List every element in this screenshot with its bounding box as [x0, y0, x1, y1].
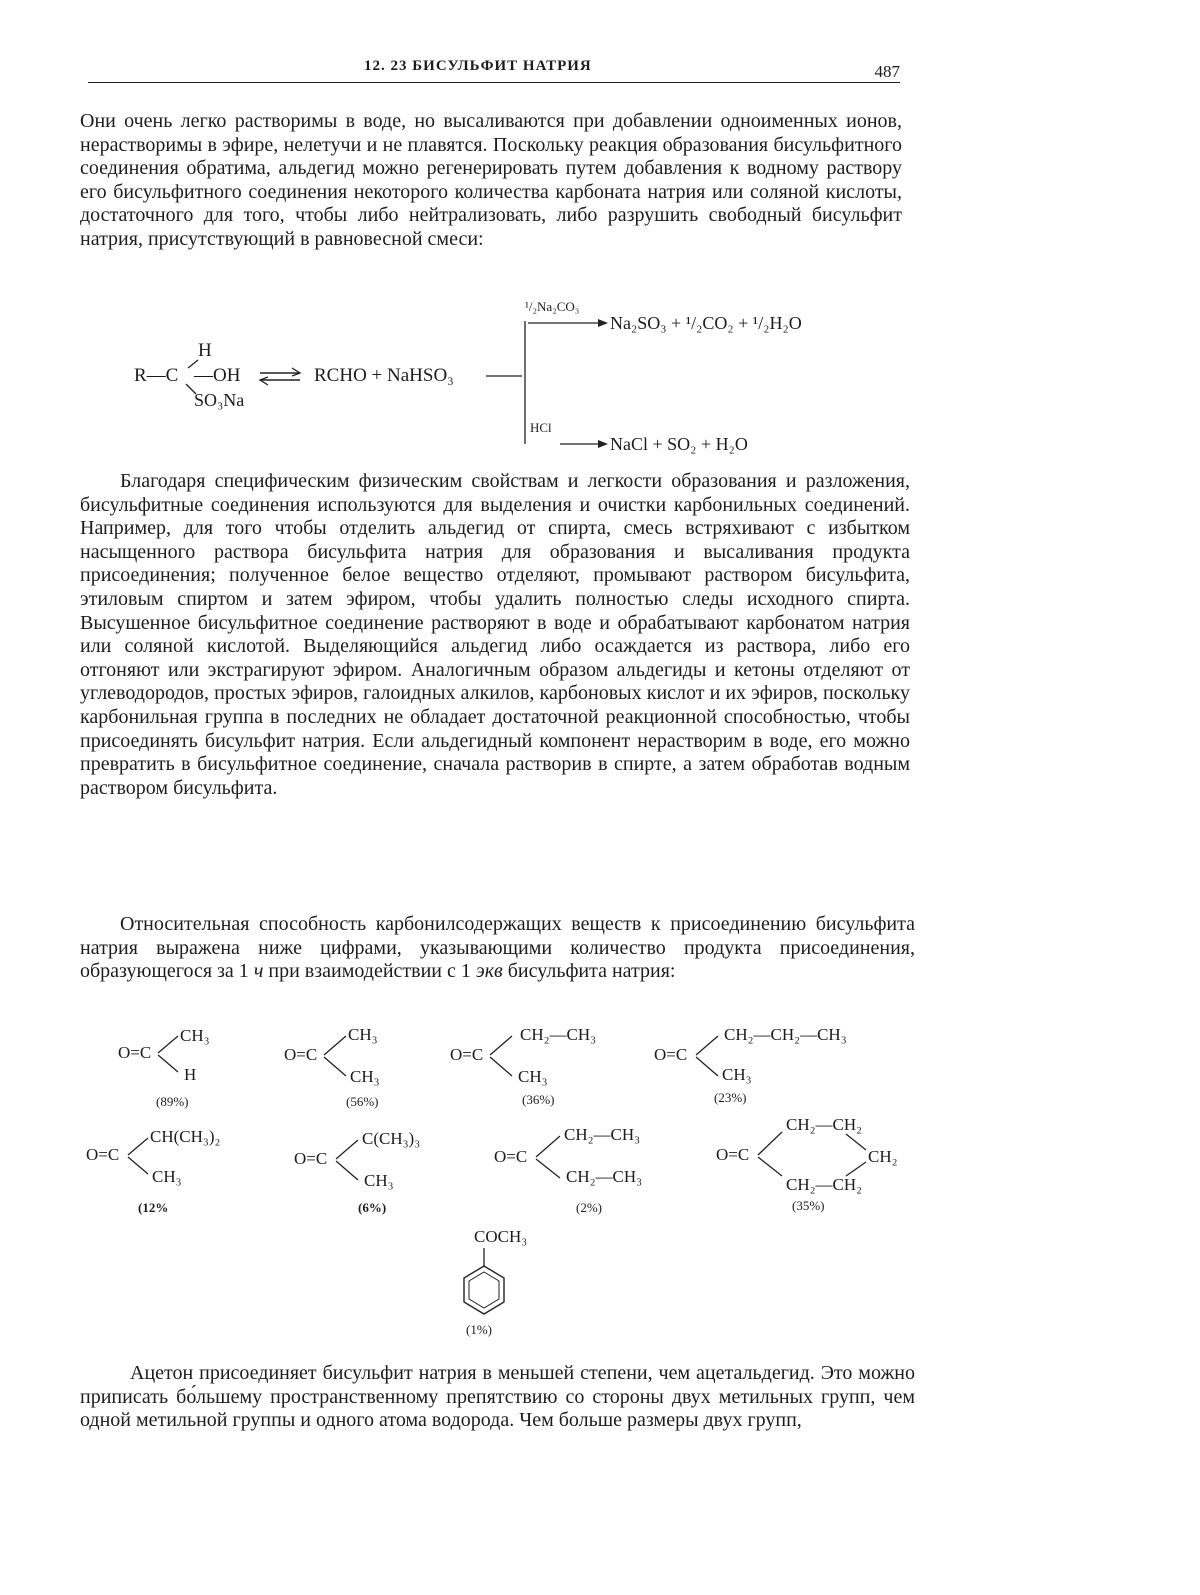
substituent-top: CH₂—CH₃	[564, 1125, 641, 1144]
carbonyl-structures	[86, 1020, 920, 1350]
substituent-top: CH₃	[180, 1026, 210, 1045]
bottom-arrowhead	[598, 440, 608, 448]
bond-top	[158, 1036, 178, 1053]
scheme-rcho-nahso3: RCHO + NaHSO₃	[314, 365, 454, 386]
compound-3-pentanone	[494, 1125, 642, 1215]
benzene-ring	[464, 1266, 504, 1314]
yield-label: (56%)	[346, 1094, 379, 1109]
bottom-products: NaCl + SO₂ + H₂O	[610, 434, 748, 454]
equilibrium-scheme	[120, 296, 880, 466]
yield-label: (2%)	[576, 1200, 602, 1215]
carbonyl-group: O=C	[494, 1147, 528, 1166]
forward-arrowhead	[292, 368, 300, 376]
benzene-inner-ring	[469, 1272, 499, 1308]
compound-acetone	[284, 1025, 380, 1109]
bond-bottom	[128, 1157, 148, 1174]
substituent-top: COCH₃	[474, 1227, 528, 1246]
carbonyl-group: O=C	[294, 1149, 328, 1168]
bond-bottom	[336, 1161, 358, 1180]
substituent-top: CH₂—CH₃	[520, 1025, 597, 1044]
reagent-hcl: HCl	[530, 420, 552, 435]
substituent-bottom: CH₃	[350, 1067, 380, 1086]
yield-label: (1%)	[466, 1322, 492, 1337]
top-products: Na₂SO₃ + ¹/₂CO₂ + ¹/₂H₂O	[610, 313, 802, 333]
compound-acetophenone	[464, 1227, 527, 1337]
top-arrowhead	[598, 319, 608, 327]
scheme-r-carbon: R—C	[134, 365, 179, 386]
ring-bottom: CH₂—CH₂	[786, 1175, 863, 1194]
substituent-top: CH₃	[348, 1025, 378, 1044]
substituent-bottom: CH₂—CH₃	[566, 1167, 643, 1186]
unit-hour: ч	[253, 960, 264, 983]
paragraph-solubility: Они очень легко растворимы в воде, но высаливаются при добавлении одноименных ионов, нерастворимы в эфире, нелетучи и не плавятся. Поскольку реакция образования бисульфитного соединения обратима, альдегид можно регенерировать путем добавления к водному раствору его бисульфитного соединения некоторого количества карбоната натрия или соляной кислоты, достаточного для того, чтобы либо нейтрализовать, либо разрушить свободный бисульфит натрия, присутствующий в равновесной смеси:	[80, 110, 902, 250]
carbonyl-group: O=C	[450, 1045, 484, 1064]
ring-top: CH₂—CH₂	[786, 1115, 863, 1134]
bond-top	[696, 1036, 718, 1055]
substituent-bottom: CH₃	[152, 1167, 182, 1186]
carbonyl-group: O=C	[654, 1045, 688, 1064]
page-number: 487	[874, 62, 900, 81]
carbonyl-group: O=C	[716, 1145, 750, 1164]
yield-label: (12%	[138, 1200, 169, 1215]
bond-top	[336, 1140, 358, 1159]
scheme-h: H	[198, 340, 212, 361]
reagent-na2co3: ¹/₂Na₂CO₃	[525, 299, 580, 314]
reverse-arrowhead	[260, 377, 268, 385]
scheme-oh: —OH	[194, 365, 241, 386]
section-title: 12. 23 БИСУЛЬФИТ НАТРИЯ	[364, 58, 592, 74]
substituent-bottom: CH₃	[518, 1067, 548, 1086]
reactivity-text-c: бисульфита натрия:	[502, 960, 676, 983]
substituent-bottom: CH₃	[722, 1065, 752, 1084]
substituent-bottom: CH₃	[364, 1171, 394, 1190]
ring-bond-lower-left	[758, 1157, 782, 1176]
ring-right: CH₂	[868, 1147, 898, 1166]
compound-pinacolone	[294, 1129, 420, 1215]
ring-bond-lower-right	[846, 1162, 866, 1176]
yield-label: (36%)	[522, 1092, 555, 1107]
substituent-top: CH₂—CH₂—CH₃	[724, 1025, 847, 1044]
bond-bottom	[158, 1055, 178, 1072]
paragraph-relative-reactivity	[80, 913, 915, 984]
bond-bottom	[490, 1057, 512, 1076]
compound-acetaldehyde	[118, 1026, 210, 1109]
carbonyl-group: O=C	[284, 1045, 318, 1064]
yield-label: (23%)	[714, 1090, 747, 1105]
ring-bond-upper-left	[758, 1132, 782, 1155]
substituent-bottom: H	[184, 1065, 197, 1084]
compound-2-pentanone	[654, 1025, 847, 1105]
bond-bottom	[536, 1159, 560, 1178]
ring-bond-upper-right	[846, 1134, 866, 1150]
paragraph-purification: Благодаря специфическим физическим свойствам и легкости образования и разложения, бисульфитные соединения используются для выделения и очистки карбонильных соединений. Например, для того чтобы отделить альдегид от спирта, смесь встряхивают с избытком насыщенного раствора бисульфита натрия для образования и высаливания продукта присоединения; полученное белое вещество отделяют, промывают раствором бисульфита, этиловым спиртом и затем эфиром, чтобы удалить полностью следы исходного спирта. Высушенное бисульфитное соединение растворяют в воде и обрабатывают карбонатом натрия или соляной кислотой. Выделяющийся альдегид либо осаждается из раствора, либо его отгоняют или экстрагируют эфиром. Аналогичным образом альдегиды и кетоны отделяют от углеводородов, простых эфиров, галоидных алкилов, карбоновых кислот и их эфиров, поскольку карбонильная группа в последних не обладает достаточной реакционной способностью, чтобы присоединять бисульфит натрия. Если альдегидный компонент нерастворим в воде, его можно превратить в бисульфитное соединение, сначала растворив в спирте, а затем обработав водным раствором бисульфита.	[80, 470, 910, 799]
bond-top	[490, 1036, 512, 1055]
substituent-top: CH(CH₃)₂	[150, 1127, 221, 1146]
paragraph-acetone-steric: Ацетон присоединяет бисульфит натрия в меньшей степени, чем ацетальдегид. Это можно приписать бо́льшему пространственному препятствию со стороны двух метильных групп, чем одной метильной группы и одного атома водорода. Чем больше размеры двух групп,	[80, 1362, 915, 1432]
carbonyl-group: O=C	[86, 1145, 120, 1164]
yield-label: (6%)	[358, 1200, 387, 1215]
reactivity-text-a: Относительная способность карбонилсодержащих веществ к присоединению бисульфита натрия выражена ниже цифрами, указывающими количество продукта присоединения, образующегося за 1	[80, 913, 915, 983]
yield-label: (35%)	[792, 1198, 825, 1213]
yield-label: (89%)	[156, 1094, 189, 1109]
compound-cyclohexanone	[716, 1115, 898, 1213]
reactivity-text-b: при взаимодействии с 1	[263, 960, 476, 983]
bond-bottom	[324, 1057, 346, 1076]
compound-butanone	[450, 1025, 596, 1107]
running-header	[88, 58, 900, 86]
bond-top	[324, 1036, 346, 1055]
scheme-so3na: SO₃Na	[194, 390, 245, 410]
bond-top	[128, 1138, 148, 1155]
compound-methyl-isopropyl-ketone	[86, 1127, 220, 1215]
bond-bottom	[696, 1057, 718, 1076]
substituent-top: C(CH₃)₃	[362, 1129, 421, 1148]
header-rule	[88, 82, 900, 83]
unit-equivalent: экв	[475, 960, 503, 983]
carbonyl-group: O=C	[118, 1043, 152, 1062]
bond-top	[536, 1136, 560, 1157]
